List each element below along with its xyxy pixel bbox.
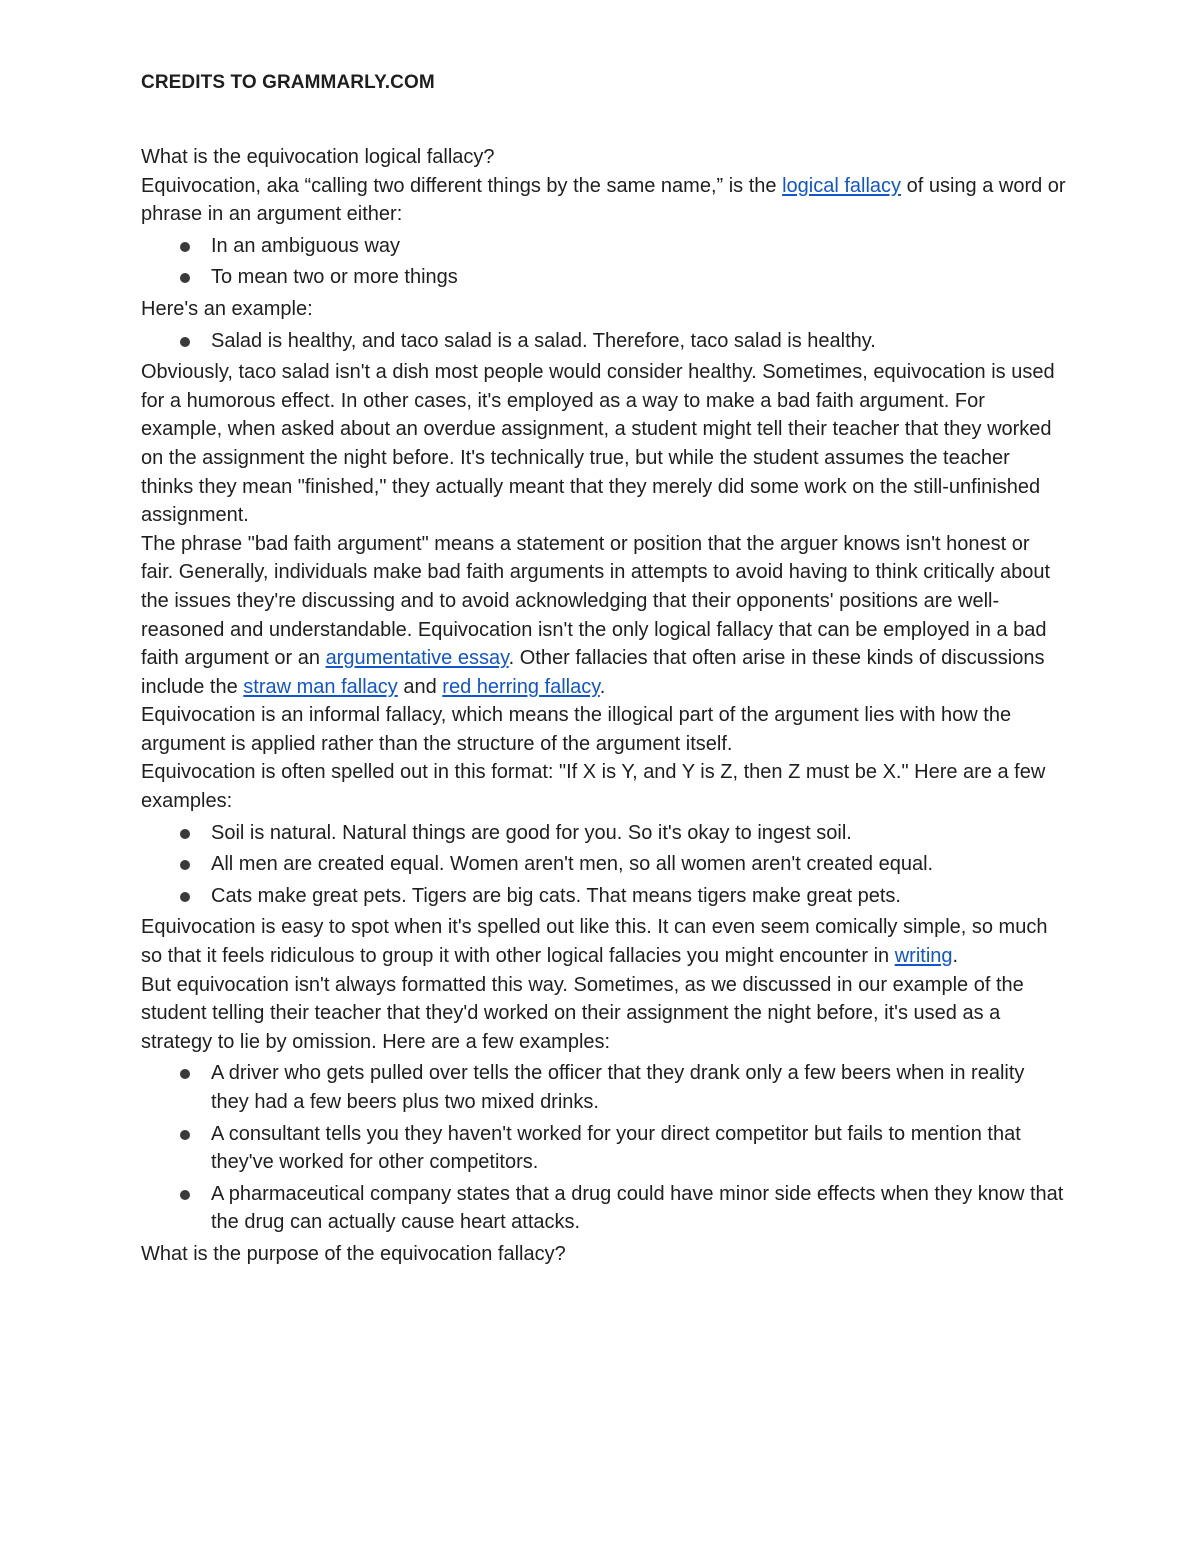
list-item-text: In an ambiguous way: [211, 234, 401, 257]
red-herring-fallacy-link[interactable]: red herring fallacy: [442, 675, 600, 698]
intro-text-before: Equivocation, aka “calling two different things by the same name,” is the: [141, 174, 783, 197]
obviously-paragraph: Obviously, taco salad isn't a dish most people would consider healthy. Sometimes, equivocation is used for a humorous effect. In other cases, it's employed as a way to make a bad faith argument. For example, when asked about an overdue assignment, a student might tell their teacher that they worked on the assignment the night before. It's technically true, but while the student assumes the teacher thinks they mean "finished," they actually meant that they merely did some work on the still-unfinished assignment.: [141, 361, 1055, 527]
bad-faith-text-2: . Other fallacies that often arise in these kinds of discussions include the: [141, 647, 1045, 698]
bad-faith-text-3: and: [397, 675, 443, 698]
list-item-text: Cats make great pets. Tigers are big cats. That means tigers make great pets.: [211, 884, 901, 907]
omission-examples-list: [141, 1059, 1066, 1237]
list-item: [141, 327, 1066, 356]
argumentative-essay-link[interactable]: argumentative essay: [325, 647, 509, 670]
bullet-icon: [180, 1130, 190, 1140]
list-item-text: Salad is healthy, and taco salad is a salad. Therefore, taco salad is healthy.: [211, 329, 876, 352]
bullet-icon: [180, 337, 190, 347]
easy-to-spot-paragraph: [141, 913, 1066, 970]
document-page: [141, 68, 1066, 1269]
credits-heading: CREDITS TO GRAMMARLY.COM: [141, 72, 435, 93]
list-item-text: To mean two or more things: [211, 266, 458, 289]
list-item: [141, 819, 1066, 848]
list-item-text: A pharmaceutical company states that a drug could have minor side effects when they know that the drug can actually cause heart attacks.: [211, 1182, 1064, 1234]
intro-paragraph: [141, 172, 1066, 229]
bullet-icon: [180, 892, 190, 902]
easy-text-1: Equivocation is easy to spot when it's spelled out like this. It can even seem comically simple, so much so that it feels ridiculous to group it with other logical fallacies you might encounter in: [141, 916, 1048, 968]
writing-link[interactable]: writing: [894, 945, 953, 968]
omission-paragraph: But equivocation isn't always formatted this way. Sometimes, as we discussed in our example of the student telling their teacher that they'd worked on their assignment the night before, it's used as a strategy to lie by omission. Here are a few examples:: [141, 973, 1024, 1053]
bullet-icon: [180, 1190, 190, 1200]
bullet-icon: [180, 860, 190, 870]
intro-text-after: of using a word or phrase in an argument either:: [141, 174, 1066, 226]
easy-text-2: .: [952, 945, 959, 968]
list-item-text: A consultant tells you they haven't worked for your direct competitor but fails to mention that they've worked for other competitors.: [211, 1122, 1021, 1174]
bullet-icon: [180, 242, 190, 252]
format-examples-list: [141, 819, 1066, 911]
bad-faith-paragraph: [141, 530, 1066, 702]
list-item-text: A driver who gets pulled over tells the officer that they drank only a few beers when in reality they had a few beers plus two mixed drinks.: [211, 1062, 1025, 1113]
list-item: [141, 1180, 1066, 1237]
list-item: [141, 850, 1066, 879]
bad-faith-text-1: The phrase "bad faith argument" means a statement or position that the arguer knows isn't honest or fair. Generally, individuals make bad faith arguments in attempts to avoid having to think critically about the issues they're discussing and to avoid acknowledging that their opponents' positions are well-reasoned and understandable. Equivocation isn't the only logical fallacy that can be employed in a bad faith argument or an: [141, 532, 1050, 670]
format-paragraph: Equivocation is often spelled out in this format: "If X is Y, and Y is Z, then Z must be X." Here are a few examples:: [141, 761, 1046, 813]
bullet-icon: [180, 273, 190, 283]
example-label: Here's an example:: [141, 297, 313, 320]
straw-man-fallacy-link[interactable]: straw man fallacy: [243, 675, 398, 698]
example-list: [141, 327, 1066, 356]
informal-fallacy-paragraph: Equivocation is an informal fallacy, which means the illogical part of the argument lies with how the argument is applied rather than the structure of the argument itself.: [141, 704, 1012, 755]
list-item: [141, 1120, 1066, 1177]
list-item-text: All men are created equal. Women aren't men, so all women aren't created equal.: [211, 853, 934, 876]
bullet-icon: [180, 1069, 190, 1079]
bullet-icon: [180, 829, 190, 839]
list-item: [141, 263, 1066, 292]
purpose-question: What is the purpose of the equivocation fallacy?: [141, 1242, 566, 1265]
logical-fallacy-link[interactable]: logical fallacy: [782, 174, 902, 197]
definition-list: [141, 232, 1066, 292]
list-item: [141, 232, 1066, 261]
section-question: What is the equivocation logical fallacy?: [141, 146, 495, 168]
list-item: [141, 882, 1066, 911]
list-item: [141, 1059, 1066, 1116]
list-item-text: Soil is natural. Natural things are good for you. So it's okay to ingest soil.: [211, 821, 852, 844]
bad-faith-text-4: .: [599, 675, 606, 698]
